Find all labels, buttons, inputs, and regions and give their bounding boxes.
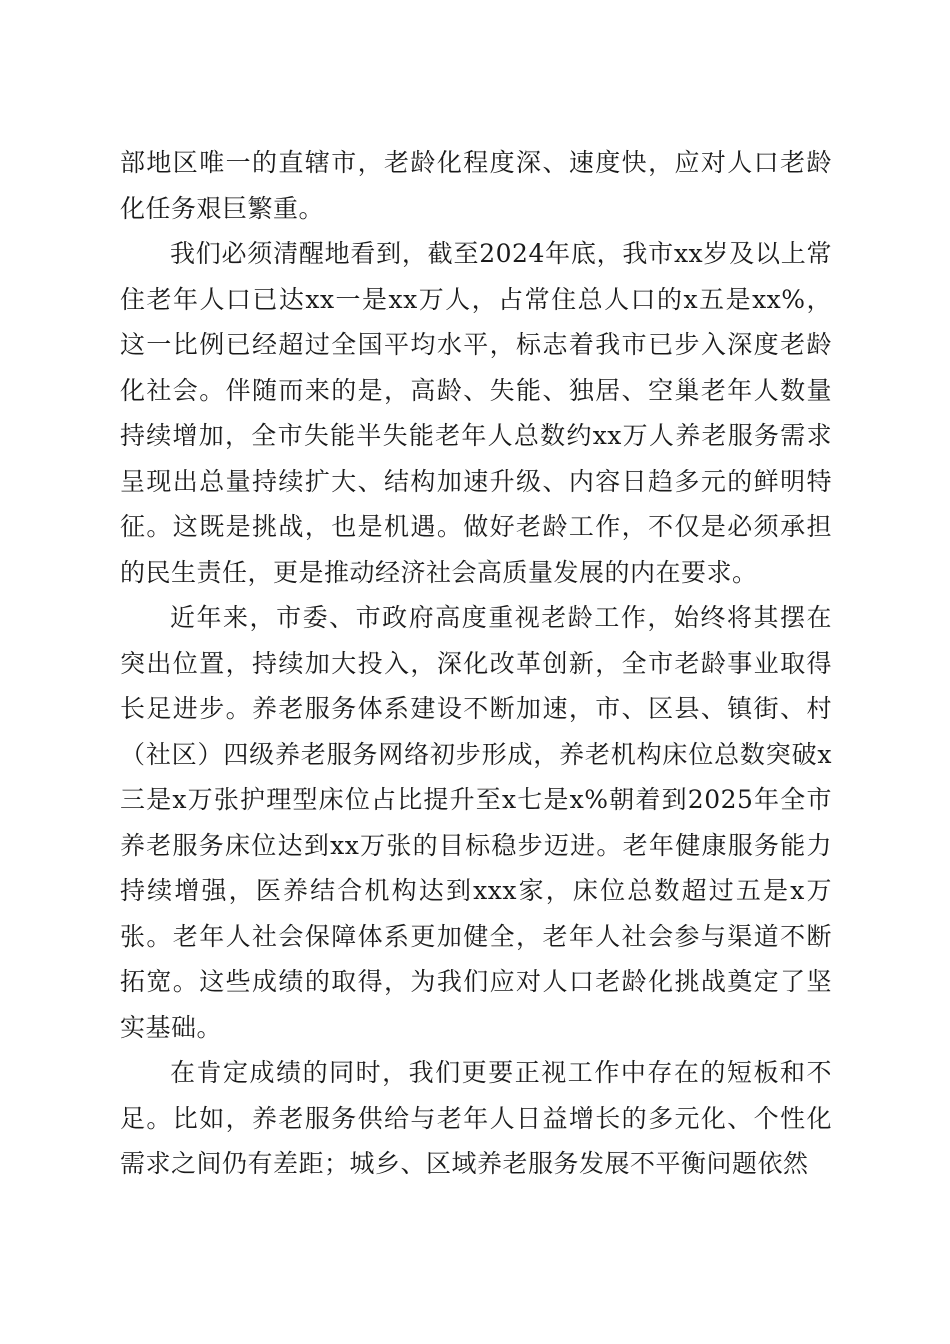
paragraph-achievements: 近年来，市委、市政府高度重视老龄工作，始终将其摆在突出位置，持续加大投入，深化改革创新，全市老龄事业取得长足进步。养老服务体系建设不断加速，市、区县、镇街、村（社区）四级养老服务网络初步形成，养老机构床位总数突破x三是x万张护理型床位占比提升至x七是x%朝着到2025年全市养老服务床位达到xx万张的目标稳步迈进。老年健康服务能力持续增强，医养结合机构达到xxx家，床位总数超过五是x万张。老年人社会保障体系更加健全，老年人社会参与渠道不断拓宽。这些成绩的取得，为我们应对人口老龄化挑战奠定了坚实基础。 [120, 603, 832, 1042]
paragraph-aging-statistics: 我们必须清醒地看到，截至2024年底，我市xx岁及以上常住老年人口已达xx一是xx万人，占常住总人口的x五是xx%，这一比例已经超过全国平均水平，标志着我市已步入深度老龄化社会。伴随而来的是，高龄、失能、独居、空巢老年人数量持续增加，全市失能半失能老年人总数约xx万人养老服务需求呈现出总量持续扩大、结构加速升级、内容日趋多元的鲜明特征。这既是挑战，也是机遇。做好老龄工作，不仅是必须承担的民生责任，更是推动经济社会高质量发展的内在要求。 [120, 239, 832, 587]
paragraph-continuation: 部地区唯一的直辖市，老龄化程度深、速度快，应对人口老龄化任务艰巨繁重。 [120, 148, 832, 223]
document-body [120, 140, 832, 1187]
paragraph-shortcomings: 在肯定成绩的同时，我们更要正视工作中存在的短板和不足。比如，养老服务供给与老年人日益增长的多元化、个性化需求之间仍有差距；城乡、区域养老服务发展不平衡问题依然 [120, 1058, 832, 1178]
